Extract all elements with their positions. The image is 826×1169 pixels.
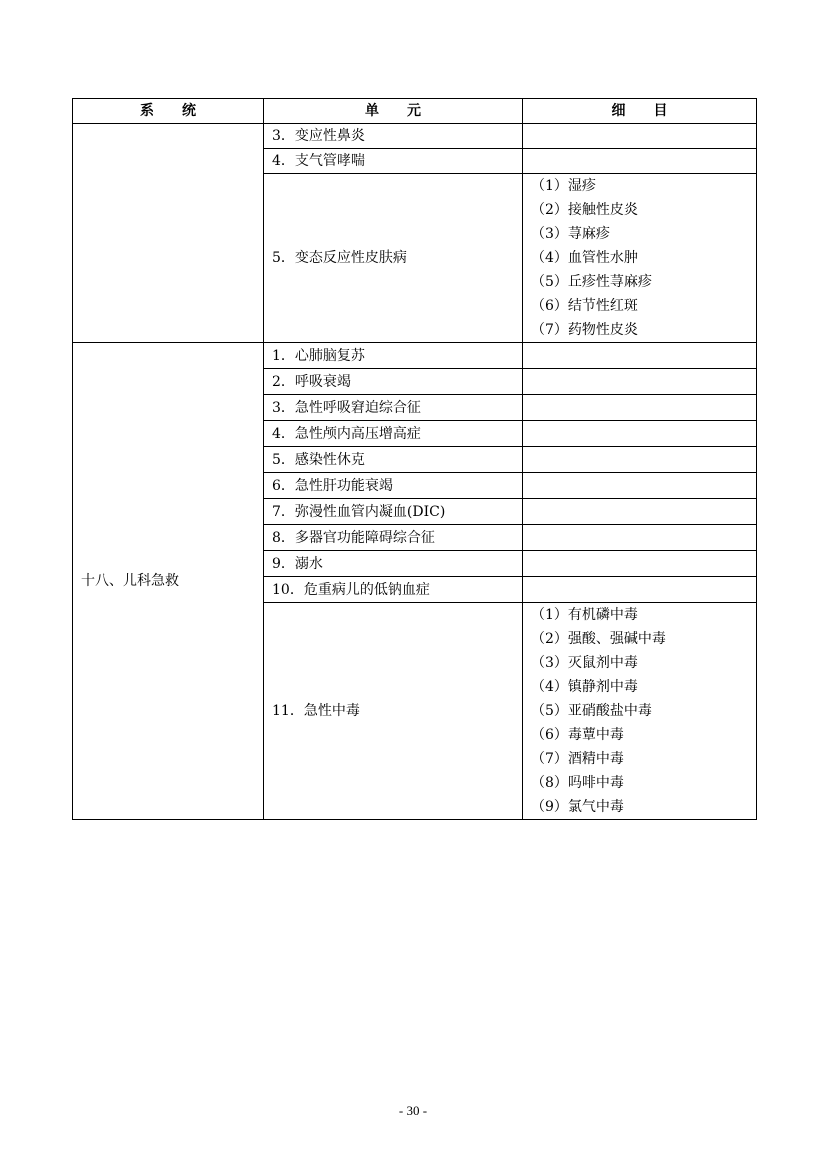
- details-cell: [523, 369, 757, 395]
- table-row: [73, 124, 757, 149]
- details-cell: [523, 343, 757, 369]
- detail-item: （7）酒精中毒: [531, 751, 624, 767]
- syllabus-table: [72, 98, 757, 820]
- detail-item: （5）亚硝酸盐中毒: [531, 703, 652, 719]
- detail-item: （1）有机磷中毒: [531, 607, 638, 623]
- unit-cell: 3．急性呼吸窘迫综合征: [264, 395, 523, 421]
- detail-item: （9）氯气中毒: [531, 799, 624, 815]
- detail-item: （4）血管性水肿: [531, 250, 638, 266]
- unit-cell: 2．呼吸衰竭: [264, 369, 523, 395]
- system-cell: 十八、儿科急救: [73, 343, 264, 820]
- unit-cell: 6．急性肝功能衰竭: [264, 473, 523, 499]
- details-cell: [523, 551, 757, 577]
- unit-cell: 5．变态反应性皮肤病: [264, 174, 523, 343]
- table-header-row: [73, 99, 757, 124]
- header-system: 系 统: [73, 99, 264, 124]
- unit-cell: 7．弥漫性血管内凝血(DIC): [264, 499, 523, 525]
- header-details: 细 目: [523, 99, 757, 124]
- unit-cell: 10．危重病儿的低钠血症: [264, 577, 523, 603]
- details-cell: [523, 149, 757, 174]
- detail-item: （8）吗啡中毒: [531, 775, 624, 791]
- detail-item: （2）接触性皮炎: [531, 202, 638, 218]
- detail-item: （1）湿疹: [531, 178, 596, 194]
- unit-cell: 4．急性颅内高压增高症: [264, 421, 523, 447]
- system-cell-continued: [73, 124, 264, 343]
- unit-cell: 11．急性中毒: [264, 603, 523, 820]
- detail-item: （2）强酸、强碱中毒: [531, 631, 666, 647]
- detail-item: （3）荨麻疹: [531, 226, 610, 242]
- detail-item: （5）丘疹性荨麻疹: [531, 274, 652, 290]
- details-cell: [523, 603, 757, 820]
- table-row: [73, 343, 757, 369]
- detail-item: （4）镇静剂中毒: [531, 679, 638, 695]
- unit-cell: 5．感染性休克: [264, 447, 523, 473]
- detail-item: （3）灭鼠剂中毒: [531, 655, 638, 671]
- page-number: - 30 -: [398, 1103, 428, 1118]
- detail-item: （7）药物性皮炎: [531, 322, 638, 338]
- detail-item: （6）结节性红斑: [531, 298, 638, 314]
- unit-cell: 9．溺水: [264, 551, 523, 577]
- details-cell: [523, 124, 757, 149]
- details-cell: [523, 525, 757, 551]
- detail-item: （6）毒蕈中毒: [531, 727, 624, 743]
- details-cell: [523, 577, 757, 603]
- unit-cell: 4．支气管哮喘: [264, 149, 523, 174]
- details-cell: [523, 395, 757, 421]
- details-cell: [523, 421, 757, 447]
- details-cell: [523, 499, 757, 525]
- details-cell: [523, 174, 757, 343]
- details-cell: [523, 447, 757, 473]
- unit-cell: 3．变应性鼻炎: [264, 124, 523, 149]
- header-unit: 单 元: [264, 99, 523, 124]
- details-cell: [523, 473, 757, 499]
- unit-cell: 8．多器官功能障碍综合征: [264, 525, 523, 551]
- unit-cell: 1．心肺脑复苏: [264, 343, 523, 369]
